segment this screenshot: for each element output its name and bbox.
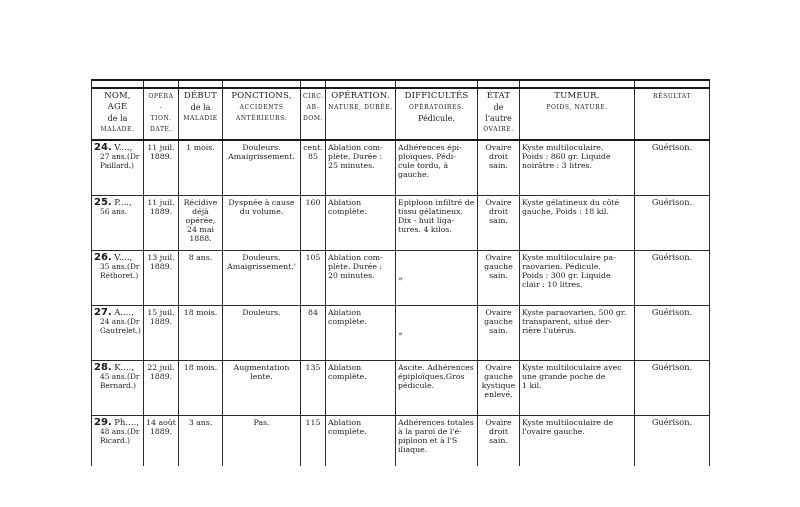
table-row xyxy=(92,416,710,467)
header-line: ACCIDENTS xyxy=(239,104,284,111)
cell-line: 1889. xyxy=(149,372,173,381)
cell-line: gauche xyxy=(484,317,513,326)
circ-cell xyxy=(301,416,326,467)
header-circ xyxy=(301,88,326,140)
header-line: OVAIRE. xyxy=(483,126,514,133)
cell-line: Récidive xyxy=(183,198,218,207)
cell-line: Ablation xyxy=(328,418,362,427)
date-cell xyxy=(144,140,179,196)
cell-line: 8 ans. xyxy=(188,253,213,262)
header-row xyxy=(92,88,710,140)
header-line: TUMEUR. xyxy=(554,91,600,101)
patient-detail: Réthoret.) xyxy=(100,270,139,280)
cell-line: iliaque. xyxy=(398,445,428,454)
tumeur-cell xyxy=(520,251,635,306)
cell-line: gauche. xyxy=(398,170,430,179)
cell-line: 13 juil. xyxy=(147,253,175,262)
header-ponctions xyxy=(223,88,301,140)
header-line: DATE. xyxy=(149,126,173,133)
patient-initial: A...., xyxy=(114,308,134,318)
cell-line: tissu gélatineux. xyxy=(398,207,464,216)
cell-line: sain. xyxy=(489,216,508,225)
cell-line: complète. xyxy=(328,317,367,326)
cell-line: à la paroi de l'é- xyxy=(398,427,462,436)
cell-line: 11 juil. xyxy=(147,198,175,207)
header-line: RÉSULTAT xyxy=(652,93,692,100)
case-number: 29. xyxy=(94,417,112,428)
table-row xyxy=(92,361,710,416)
cell-line: Ablation xyxy=(328,198,362,207)
cell-line: 25 minutes. xyxy=(328,161,375,170)
cell-line: 11 juil. xyxy=(147,143,175,152)
cell-line: sain. xyxy=(489,436,508,445)
cell-line: Ovaire xyxy=(485,253,512,262)
cell-line: droit xyxy=(488,152,509,161)
cell-line: Kyste multiloculaire pa- xyxy=(522,253,616,262)
date-cell xyxy=(144,306,179,361)
difficultes-cell xyxy=(396,140,478,196)
cell-line: Ablation com- xyxy=(328,253,383,262)
cell-line: plète. Durée : xyxy=(328,152,383,161)
table-header xyxy=(92,80,710,140)
cell-line: piploon et à l'S xyxy=(398,436,458,445)
header-line: de la xyxy=(190,103,211,112)
etat-cell xyxy=(478,416,520,467)
cell-line: cent. xyxy=(303,143,323,152)
cell-line: Augmentation xyxy=(233,363,290,372)
operation-cell xyxy=(326,361,396,416)
case-number: 24. xyxy=(94,142,112,153)
case-number: 28. xyxy=(94,362,112,373)
header-line: POIDS, NATURE. xyxy=(546,104,608,111)
difficultes-cell xyxy=(396,251,478,306)
difficultes-cell xyxy=(396,306,478,361)
cell-line: sain. xyxy=(489,326,508,335)
cell-line: 14 août xyxy=(146,418,176,427)
cell-line: complète. xyxy=(328,207,367,216)
cell-line: 1889. xyxy=(149,427,173,436)
cell-line: 160 xyxy=(305,198,321,207)
patient-cell xyxy=(92,416,144,467)
header-debut xyxy=(179,88,223,140)
patient-detail: 48 ans.(Dr xyxy=(100,427,140,436)
header-line: DIFFICULTÉS xyxy=(404,91,469,101)
tumeur-cell xyxy=(520,196,635,251)
resultat-cell: Guérison. xyxy=(635,416,710,467)
patient-detail: 56 ans. xyxy=(100,207,128,216)
circ-cell xyxy=(301,140,326,196)
cell-line: Ovaire xyxy=(485,198,512,207)
patient-cell xyxy=(92,306,144,361)
cell-line: Dyspnée à cause xyxy=(228,198,295,207)
debut-cell xyxy=(179,251,223,306)
patient-initial: Ph...., xyxy=(114,418,139,428)
patient-cell xyxy=(92,140,144,196)
header-line: OPÉRATION. xyxy=(331,91,390,101)
cell-line: Dix - huit liga- xyxy=(398,216,455,225)
cell-line: Poids : 860 gr. Liquide xyxy=(522,152,611,161)
circ-cell xyxy=(301,306,326,361)
cell-line: 85 xyxy=(308,152,318,161)
cell-line: lente. xyxy=(250,372,273,381)
patient-detail: Paillard.) xyxy=(100,160,135,170)
table-row xyxy=(92,251,710,306)
cell-line: 115 xyxy=(305,418,321,427)
cell-line: gauche xyxy=(484,262,513,271)
cell-line: Kyste multiloculaire. xyxy=(522,143,604,152)
cell-line: déjà xyxy=(192,207,209,216)
cell-line: complète. xyxy=(328,427,367,436)
date-cell xyxy=(144,196,179,251)
header-line: MALADE. xyxy=(100,126,135,133)
case-table xyxy=(91,79,710,466)
cell-line: 18 mois. xyxy=(183,363,218,372)
patient-cell xyxy=(92,196,144,251)
patient-detail: 27 ans.(Dr xyxy=(100,152,140,161)
cell-line: Kyste multiloculaire de xyxy=(522,418,614,427)
header-line: DÉBUT xyxy=(183,91,218,101)
operation-cell xyxy=(326,251,396,306)
patient-initial: K...., xyxy=(114,363,135,373)
patient-cell xyxy=(92,251,144,306)
cell-line: droit xyxy=(488,427,509,436)
tumeur-cell xyxy=(520,416,635,467)
cell-line: Kyste gélatineux du côté xyxy=(522,198,620,207)
cell-line: sain. xyxy=(489,161,508,170)
header-tumeur xyxy=(520,88,635,140)
cell-line: Ovaire xyxy=(485,418,512,427)
cell-line: 1 mois. xyxy=(186,143,215,152)
cell-line: transparent, situé der- xyxy=(522,317,612,326)
cell-line: Pas. xyxy=(253,418,270,427)
table-body xyxy=(92,140,710,466)
header-line: TION. xyxy=(150,115,172,122)
cell-line: Epiploon infiltré de xyxy=(398,198,475,207)
etat-cell xyxy=(478,306,520,361)
patient-detail: Bernard.) xyxy=(100,380,137,390)
cell-line: cule tordu, à xyxy=(398,161,449,170)
circ-cell xyxy=(301,361,326,416)
patient-detail: 24 ans.(Dr xyxy=(100,317,140,326)
case-number: 25. xyxy=(94,197,112,208)
header-line: NATURE, DURÉE. xyxy=(328,104,393,111)
patient-initial: V...., xyxy=(114,143,133,153)
header-resultat xyxy=(635,88,710,140)
cell-line: Adhérences épi- xyxy=(398,143,462,152)
header-line: NOM, AGE xyxy=(104,91,131,112)
cell-line: 1889. xyxy=(149,262,173,271)
patient-detail: 45 ans.(Dr xyxy=(100,372,140,381)
header-line: de l'autre xyxy=(485,103,512,123)
header-line: MALADIE xyxy=(183,115,218,122)
cell-line: Douleurs. xyxy=(242,308,281,317)
header-line: ÉTAT xyxy=(486,91,511,101)
cell-line: raovarien. Pédicule. xyxy=(522,262,601,271)
table-row xyxy=(92,196,710,251)
resultat-cell: Guérison. xyxy=(635,306,710,361)
cell-line: complète. xyxy=(328,372,367,381)
patient-detail: Gautrelet.) xyxy=(100,325,141,335)
cell-line: une grande poche de xyxy=(522,372,606,381)
header-name xyxy=(92,88,144,140)
cell-line: gauche xyxy=(484,372,513,381)
cell-line: pédicule. xyxy=(398,381,435,390)
cell-line: droit xyxy=(488,207,509,216)
debut-cell xyxy=(179,140,223,196)
cell-line: noirâtre : 3 litres. xyxy=(522,161,593,170)
patient-initial: P...., xyxy=(114,198,132,208)
cell-line: kystique xyxy=(481,381,516,390)
cell-line: 3 ans. xyxy=(188,418,213,427)
tumeur-cell xyxy=(520,140,635,196)
cell-line: ploïques. Pédi- xyxy=(398,152,456,161)
etat-cell xyxy=(478,251,520,306)
cell-line: Ablation com- xyxy=(328,143,383,152)
cell-line: Ablation xyxy=(328,308,362,317)
patient-detail: Ricard.) xyxy=(100,435,130,445)
cell-line: tures. 4 kilos. xyxy=(398,225,452,234)
cell-line: 1889. xyxy=(149,207,173,216)
header-line: OPÉRATOIRES. xyxy=(408,104,465,111)
cell-line: 1889. xyxy=(149,152,173,161)
cell-line: opérée, xyxy=(185,216,216,225)
cell-line: 15 juil. xyxy=(147,308,175,317)
header-date xyxy=(144,88,179,140)
cell-line: enlevé. xyxy=(484,390,513,399)
difficultes-cell xyxy=(396,196,478,251)
cell-line: Kyste paraovarien, 500 gr. xyxy=(522,308,627,317)
cell-line: Ovaire xyxy=(485,143,512,152)
header-line: DOM. xyxy=(303,115,324,122)
ponctions-cell xyxy=(223,140,301,196)
cell-line: Ovaire xyxy=(485,308,512,317)
debut-cell xyxy=(179,416,223,467)
case-number: 26. xyxy=(94,252,112,263)
cell-line: 84 xyxy=(308,308,318,317)
resultat-cell: Guérison. xyxy=(635,251,710,306)
date-cell xyxy=(144,416,179,467)
cell-line: du volume. xyxy=(239,207,284,216)
cell-line: épiploïques.Gros xyxy=(398,372,465,381)
tumeur-cell xyxy=(520,361,635,416)
date-cell xyxy=(144,361,179,416)
cell-line: clair : 10 litres. xyxy=(522,280,583,289)
difficultes-cell xyxy=(396,361,478,416)
etat-cell xyxy=(478,196,520,251)
table-row xyxy=(92,140,710,196)
patient-cell xyxy=(92,361,144,416)
etat-cell xyxy=(478,140,520,196)
cell-line: Douleurs. xyxy=(242,253,281,262)
cell-line: 135 xyxy=(305,363,321,372)
operation-cell xyxy=(326,140,396,196)
patient-initial: V...., xyxy=(114,253,133,263)
debut-cell xyxy=(179,306,223,361)
debut-cell xyxy=(179,361,223,416)
cell-line: Adhérences totales xyxy=(398,418,474,427)
ponctions-cell xyxy=(223,416,301,467)
operation-cell xyxy=(326,306,396,361)
header-difficultes xyxy=(396,88,478,140)
cell-line: 24 mai xyxy=(187,225,214,234)
cell-line: l'ovaire gauche. xyxy=(522,427,585,436)
debut-cell xyxy=(179,196,223,251)
header-operation xyxy=(326,88,396,140)
cell-line: Amaigrissement.' xyxy=(227,262,296,271)
cell-line: Ascite. Adhérences xyxy=(398,363,474,372)
cell-line: 105 xyxy=(305,253,321,262)
cell-line: Poids : 300 gr. Liquide xyxy=(522,271,611,280)
header-line: de la xyxy=(107,114,128,123)
cell-line: Ovaire xyxy=(485,363,512,372)
cell-line: » xyxy=(398,328,403,338)
ponctions-cell xyxy=(223,361,301,416)
header-line: AB- xyxy=(306,104,320,111)
header-line: Pédicule. xyxy=(418,114,455,123)
table-row xyxy=(92,306,710,361)
operation-cell xyxy=(326,416,396,467)
cell-line: 1889. xyxy=(149,317,173,326)
header-line: PONCTIONS, xyxy=(231,91,292,101)
cell-line: Kyste multiloculaire avec xyxy=(522,363,622,372)
header-line: OPÉRA - xyxy=(148,93,174,111)
patient-detail: 35 ans.(Dr xyxy=(100,262,140,271)
date-cell xyxy=(144,251,179,306)
cell-line: rière l'utérus. xyxy=(522,326,577,335)
cell-line: 18 mois. xyxy=(183,308,218,317)
resultat-cell: Guérison. xyxy=(635,196,710,251)
cell-line: » xyxy=(398,273,403,283)
difficultes-cell xyxy=(396,416,478,467)
tumeur-cell xyxy=(520,306,635,361)
etat-cell xyxy=(478,361,520,416)
cell-line: Ablation xyxy=(328,363,362,372)
cell-line: gauche, Poids : 18 kil. xyxy=(522,207,609,216)
case-number: 27. xyxy=(94,307,112,318)
cell-line: Amaigrissement. xyxy=(228,152,295,161)
header-line: CIRC. xyxy=(303,93,324,100)
header-etat xyxy=(478,88,520,140)
circ-cell xyxy=(301,251,326,306)
cell-line: 1888. xyxy=(189,234,212,243)
circ-cell xyxy=(301,196,326,251)
ponctions-cell xyxy=(223,196,301,251)
cell-line: plète. Durée : xyxy=(328,262,383,271)
operation-cell xyxy=(326,196,396,251)
cell-line: 1 kil. xyxy=(522,381,542,390)
resultat-cell: Guérison. xyxy=(635,361,710,416)
resultat-cell: Guérison. xyxy=(635,140,710,196)
cell-line: Douleurs. xyxy=(242,143,281,152)
ponctions-cell xyxy=(223,306,301,361)
cell-line: sain. xyxy=(489,271,508,280)
cell-line: 20 minutes. xyxy=(328,271,375,280)
header-line: ANTÉRIEURS. xyxy=(235,115,288,122)
ponctions-cell xyxy=(223,251,301,306)
cell-line: 22 juil. xyxy=(147,363,175,372)
